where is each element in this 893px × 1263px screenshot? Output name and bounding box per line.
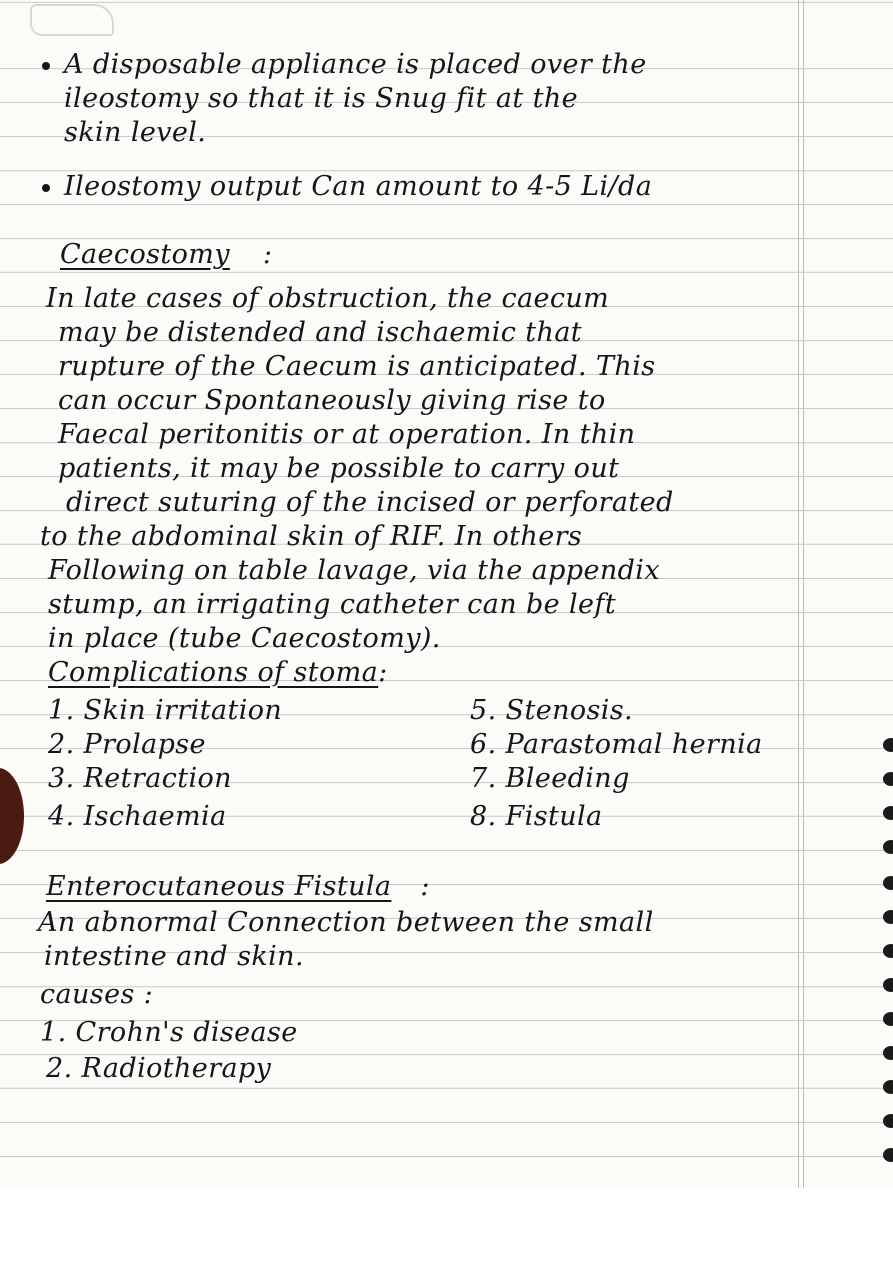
heading-text: Enterocutaneous Fistula [46, 871, 392, 902]
paragraph-line: Following on table lavage, via the appendix [48, 555, 660, 586]
section-heading-fistula [46, 870, 430, 904]
binding-hole [883, 806, 893, 820]
paragraph-line: Faecal peritonitis or at operation. In thin [58, 419, 636, 450]
list-item: 4. Ischaemia [48, 801, 227, 832]
binding-hole [883, 876, 893, 890]
list-item: 1. Crohn's disease [40, 1017, 298, 1048]
bullet-text: A disposable appliance is placed over the [64, 49, 647, 80]
binding-hole [883, 910, 893, 924]
binding-hole [883, 772, 893, 786]
binding-hole [883, 1114, 893, 1128]
paragraph-line: stump, an irrigating catheter can be left [48, 589, 617, 620]
heading-colon: : [262, 239, 273, 270]
paragraph-line: may be distended and ischaemic that [58, 317, 583, 348]
list-item: 8. Fistula [470, 801, 603, 832]
bullet-continuation: skin level. [64, 117, 207, 148]
margin-rule [798, 0, 799, 1188]
bullet-icon [42, 184, 50, 192]
list-item: 6. Parastomal hernia [470, 729, 763, 760]
list-item: 3. Retraction [48, 763, 232, 794]
section-heading-complications [48, 656, 388, 690]
binding-hole [883, 840, 893, 854]
binding-hole [883, 1012, 893, 1026]
bullet-item [42, 170, 652, 204]
binding-hole [883, 1148, 893, 1162]
list-item: 7. Bleeding [470, 763, 630, 794]
causes-label: causes : [40, 979, 154, 1010]
paragraph-line: in place (tube Caecostomy). [48, 623, 441, 654]
list-item: 2. Radiotherapy [46, 1053, 272, 1084]
definition-line: intestine and skin. [44, 941, 304, 972]
heading-colon: : [378, 657, 388, 688]
margin-rule [803, 0, 804, 1188]
list-item: 1. Skin irritation [48, 695, 283, 726]
heading-text: Caecostomy [60, 239, 230, 270]
paragraph-line: patients, it may be possible to carry out [58, 453, 620, 484]
list-item: 2. Prolapse [48, 729, 206, 760]
binding-hole [883, 1046, 893, 1060]
paragraph-line: can occur Spontaneously giving rise to [58, 385, 606, 416]
binding-hole [883, 1080, 893, 1094]
heading-colon: : [420, 871, 430, 902]
bullet-item [42, 48, 647, 82]
list-item: 5. Stenosis. [470, 695, 634, 726]
binding-hole [883, 738, 893, 752]
section-heading-caecostomy [60, 238, 272, 272]
bullet-text: Ileostomy output Can amount to 4-5 Li/da [64, 171, 653, 202]
paragraph-line: rupture of the Caecum is anticipated. This [58, 351, 656, 382]
paragraph-line: to the abdominal skin of RIF. In others [40, 521, 583, 552]
bullet-continuation: ileostomy so that it is Snug fit at the [64, 83, 579, 114]
paragraph-line: In late cases of obstruction, the caecum [46, 283, 610, 314]
torn-paper-edge [30, 4, 114, 36]
binding-hole [883, 944, 893, 958]
paragraph-line: direct suturing of the incised or perforated [66, 487, 674, 518]
heading-text: Complications of stoma [48, 657, 379, 688]
punch-hole [0, 768, 24, 864]
bullet-icon [42, 62, 50, 70]
definition-line: An abnormal Connection between the small [38, 907, 654, 938]
binding-hole [883, 978, 893, 992]
